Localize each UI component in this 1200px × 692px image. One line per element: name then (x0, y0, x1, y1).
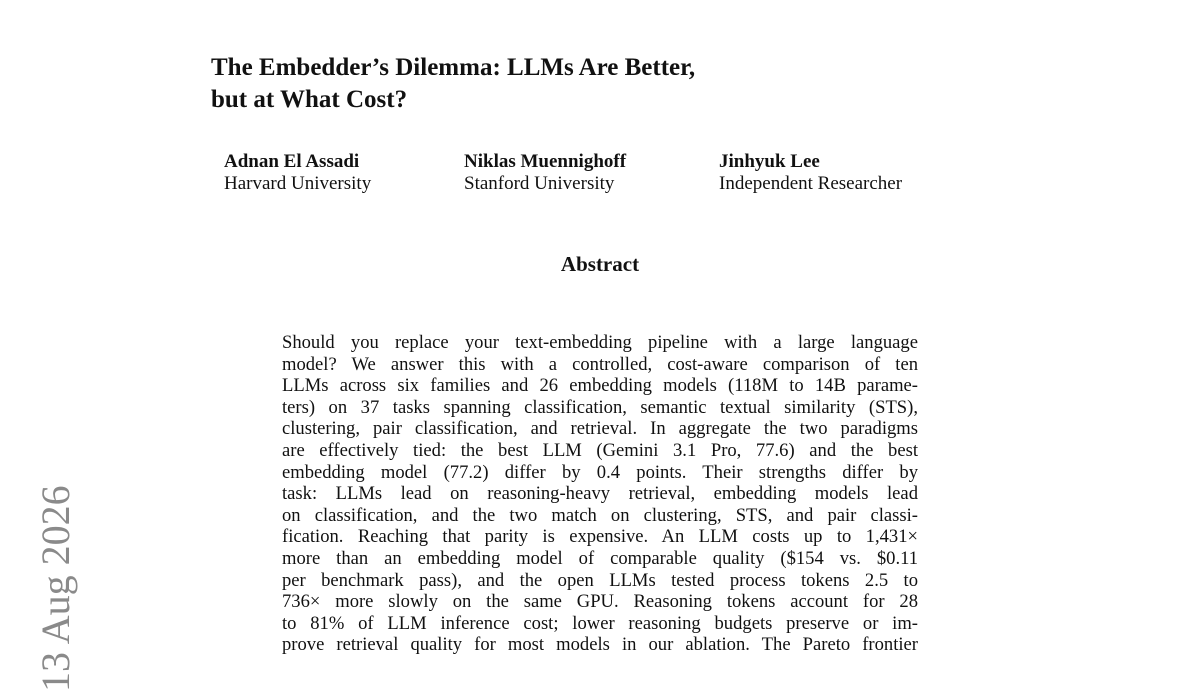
abstract-line: LLMs across six families and 26 embedding models (118M to 14B parame- (282, 375, 918, 397)
author-block (719, 151, 902, 195)
abstract-body (282, 332, 918, 656)
author-name: Niklas Muennighoff (464, 151, 627, 172)
abstract-line: fication. Reaching that parity is expensive. An LLM costs up to 1,431× (282, 526, 918, 548)
abstract-line: task: LLMs lead on reasoning-heavy retrieval, embedding models lead (282, 483, 918, 505)
abstract-line: clustering, pair classification, and retrieval. In aggregate the two paradigms (282, 418, 918, 440)
author-block (224, 151, 371, 195)
abstract-line: 736× more slowly on the same GPU. Reasoning tokens account for 28 (282, 591, 918, 613)
abstract-line: prove retrieval quality for most models in our ablation. The Pareto frontier (282, 634, 918, 656)
abstract-line: ters) on 37 tasks spanning classification, semantic textual similarity (STS), (282, 396, 918, 418)
abstract-line: are effectively tied: the best LLM (Gemini 3.1 Pro, 77.6) and the best (282, 439, 918, 461)
author-block (464, 151, 626, 195)
author-affiliation: Harvard University (224, 173, 372, 194)
abstract-line: to 81% of LLM inference cost; lower reasoning budgets preserve or im- (282, 612, 918, 634)
abstract-line: per benchmark pass), and the open LLMs tested process tokens 2.5 to (282, 569, 918, 591)
author-name: Jinhyuk Lee (719, 151, 820, 172)
abstract-line: Should you replace your text-embedding pipeline with a large language (282, 332, 918, 353)
abstract-line: model? We answer this with a controlled, cost-aware comparison of ten (282, 353, 918, 375)
abstract-line: on classification, and the two match on clustering, STS, and pair classi- (282, 504, 918, 526)
author-name: Adnan El Assadi (224, 151, 360, 172)
abstract-line: more than an embedding model of comparable quality ($154 vs. $0.11 (282, 547, 918, 569)
author-affiliation: Stanford University (464, 173, 615, 194)
paper-title (211, 52, 851, 116)
arxiv-date: 13 Aug 2026 (33, 485, 78, 692)
abstract-heading: Abstract (560, 252, 640, 276)
arxiv-side-stamp (33, 452, 78, 692)
title-line: The Embedder’s Dilemma: LLMs Are Better, (211, 54, 696, 81)
abstract-line: embedding model (77.2) differ by 0.4 points. Their strengths differ by (282, 461, 918, 483)
author-affiliation: Independent Researcher (719, 173, 903, 194)
title-line: but at What Cost? (211, 86, 408, 113)
